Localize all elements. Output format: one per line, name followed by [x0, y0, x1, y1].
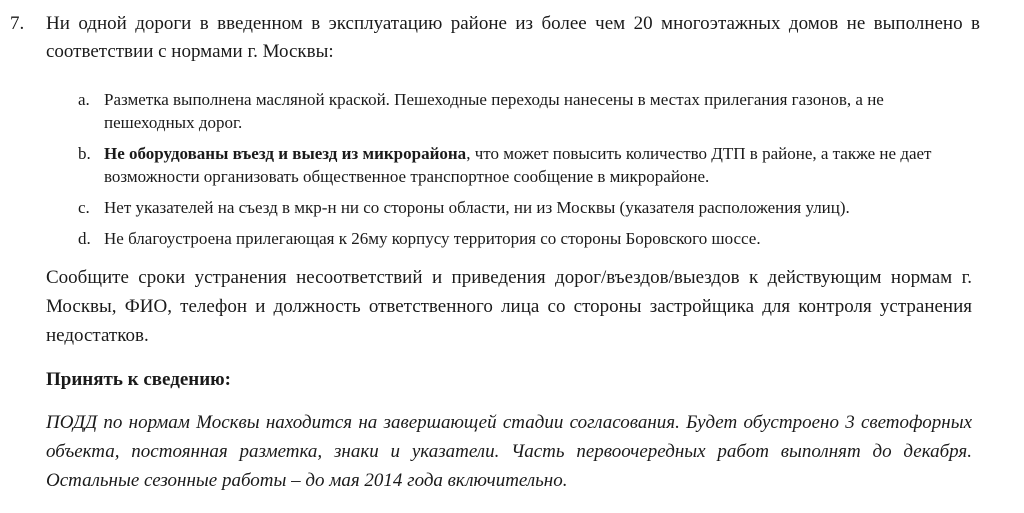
sub-item-d [78, 227, 978, 250]
response-paragraph: ПОДД по нормам Москвы находится на завершающей стадии согласования. Будет обустроено 3 светофорных объекта, постоянная разметка, знаки и указатели. Часть первоочередных работ выполнят до декабря. Остальные сезонные работы – до мая 2014 года включительно. [46, 412, 972, 491]
sub-item-text: Нет указателей на съезд в мкр-н ни со стороны области, ни из Москвы (указателя расположения улиц). [104, 198, 850, 217]
sub-item-c [78, 196, 978, 219]
sub-item-b [78, 142, 978, 188]
sub-item-text: , что может повысить количество ДТП в районе, а также не дает возможности организовать общественное транспортное сообщение в микрорайоне. [104, 144, 932, 186]
sub-item-letter: b. [78, 144, 91, 163]
accept-heading: Принять к сведению: [46, 369, 232, 390]
list-item-7 [10, 10, 980, 66]
sub-item-letter: a. [78, 90, 90, 109]
sub-item-letter: c. [78, 198, 90, 217]
sub-item-a [78, 88, 978, 134]
sub-item-letter: d. [78, 229, 91, 248]
sub-item-text: Разметка выполнена масляной краской. Пешеходные переходы нанесены в местах прилегания газонов, а не пешеходных дорог. [104, 90, 884, 132]
sub-item-text: Не благоустроена прилегающая к 26му корпусу территория со стороны Боровского шоссе. [104, 229, 761, 248]
sub-list [78, 88, 978, 258]
sub-item-bold-text: Не оборудованы въезд и выезд из микрорайона [104, 144, 467, 163]
item-number: 7. [10, 13, 25, 34]
request-paragraph: Сообщите сроки устранения несоответствий и приведения дорог/въездов/выездов к действующим нормам г. Москвы, ФИО, телефон и должность ответственного лица со стороны застройщика для контроля устранения недостатков. [46, 267, 972, 346]
item-text: Ни одной дороги в введенном в эксплуатацию районе из более чем 20 многоэтажных домов не выполнено в соответствии с нормами г. Москвы: [46, 13, 980, 62]
